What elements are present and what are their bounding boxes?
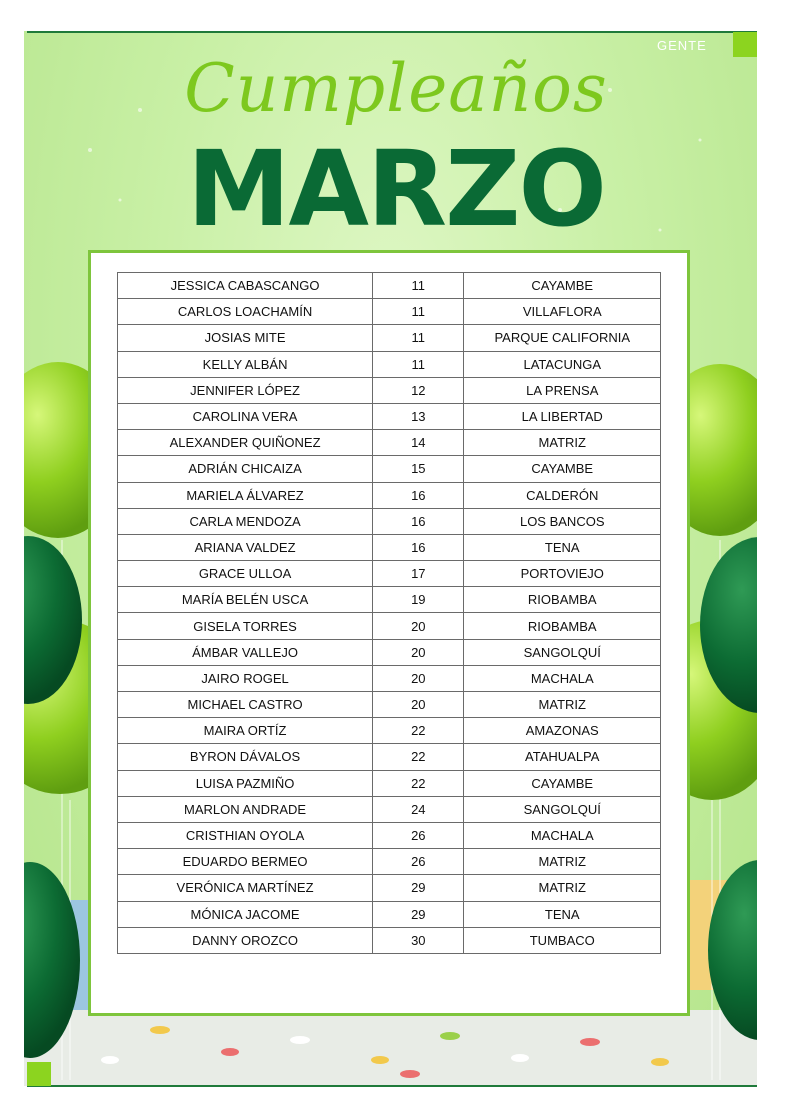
name-cell: GRACE ULLOA [118,561,373,587]
city-cell: MACHALA [464,665,661,691]
table-row [118,613,661,639]
table-row [118,796,661,822]
day-cell: 22 [373,770,464,796]
day-cell: 16 [373,508,464,534]
city-cell: RIOBAMBA [464,587,661,613]
name-cell: ALEXANDER QUIÑONEZ [118,430,373,456]
day-cell: 24 [373,796,464,822]
table-row [118,639,661,665]
name-cell: DANNY OROZCO [118,927,373,953]
name-cell: MAIRA ORTÍZ [118,718,373,744]
city-cell: CAYAMBE [464,456,661,482]
table-row [118,377,661,403]
table-row [118,587,661,613]
name-cell: LUISA PAZMIÑO [118,770,373,796]
table-row [118,534,661,560]
day-cell: 13 [373,403,464,429]
name-cell: CARLOS LOACHAMÍN [118,299,373,325]
city-cell: CALDERÓN [464,482,661,508]
day-cell: 19 [373,587,464,613]
city-cell: MATRIZ [464,875,661,901]
table-row [118,561,661,587]
table-row [118,901,661,927]
table-row [118,692,661,718]
day-cell: 14 [373,430,464,456]
city-cell: PARQUE CALIFORNIA [464,325,661,351]
table-row [118,875,661,901]
city-cell: CAYAMBE [464,273,661,299]
city-cell: LA PRENSA [464,377,661,403]
day-cell: 20 [373,639,464,665]
city-cell: ATAHUALPA [464,744,661,770]
city-cell: PORTOVIEJO [464,561,661,587]
city-cell: MATRIZ [464,430,661,456]
table-row [118,849,661,875]
table-row [118,927,661,953]
bottom-rule [27,1085,757,1087]
day-cell: 22 [373,744,464,770]
name-cell: JESSICA CABASCANGO [118,273,373,299]
day-cell: 16 [373,534,464,560]
name-cell: JAIRO ROGEL [118,665,373,691]
name-cell: JOSIAS MITE [118,325,373,351]
table-row [118,273,661,299]
birthday-table [117,272,661,954]
city-cell: SANGOLQUÍ [464,639,661,665]
table-row [118,299,661,325]
city-cell: MACHALA [464,822,661,848]
name-cell: MARLON ANDRADE [118,796,373,822]
name-cell: CAROLINA VERA [118,403,373,429]
day-cell: 12 [373,377,464,403]
city-cell: LA LIBERTAD [464,403,661,429]
table-row [118,482,661,508]
day-cell: 11 [373,273,464,299]
name-cell: EDUARDO BERMEO [118,849,373,875]
city-cell: TENA [464,534,661,560]
day-cell: 20 [373,665,464,691]
city-cell: TUMBACO [464,927,661,953]
day-cell: 20 [373,692,464,718]
table-row [118,325,661,351]
name-cell: GISELA TORRES [118,613,373,639]
city-cell: VILLAFLORA [464,299,661,325]
name-cell: JENNIFER LÓPEZ [118,377,373,403]
table-row [118,822,661,848]
table-row [118,718,661,744]
name-cell: CRISTHIAN OYOLA [118,822,373,848]
day-cell: 11 [373,351,464,377]
day-cell: 29 [373,875,464,901]
name-cell: CARLA MENDOZA [118,508,373,534]
table-row [118,770,661,796]
day-cell: 11 [373,325,464,351]
day-cell: 22 [373,718,464,744]
day-cell: 16 [373,482,464,508]
table-row [118,508,661,534]
table-row [118,665,661,691]
day-cell: 11 [373,299,464,325]
name-cell: ÁMBAR VALLEJO [118,639,373,665]
name-cell: MICHAEL CASTRO [118,692,373,718]
title-script: Cumpleaños [184,50,608,127]
top-rule [27,31,757,33]
day-cell: 29 [373,901,464,927]
city-cell: MATRIZ [464,692,661,718]
table-row [118,351,661,377]
city-cell: RIOBAMBA [464,613,661,639]
name-cell: MÓNICA JACOME [118,901,373,927]
city-cell: AMAZONAS [464,718,661,744]
day-cell: 17 [373,561,464,587]
day-cell: 30 [373,927,464,953]
name-cell: KELLY ALBÁN [118,351,373,377]
day-cell: 26 [373,849,464,875]
table-row [118,744,661,770]
city-cell: MATRIZ [464,849,661,875]
name-cell: BYRON DÁVALOS [118,744,373,770]
day-cell: 15 [373,456,464,482]
corner-accent-bottom [27,1062,51,1086]
name-cell: ARIANA VALDEZ [118,534,373,560]
table-row [118,456,661,482]
day-cell: 26 [373,822,464,848]
day-cell: 20 [373,613,464,639]
name-cell: MARIELA ÁLVAREZ [118,482,373,508]
name-cell: MARÍA BELÉN USCA [118,587,373,613]
city-cell: LOS BANCOS [464,508,661,534]
name-cell: VERÓNICA MARTÍNEZ [118,875,373,901]
city-cell: SANGOLQUÍ [464,796,661,822]
name-cell: ADRIÁN CHICAIZA [118,456,373,482]
table-row [118,403,661,429]
city-cell: TENA [464,901,661,927]
title-month: MARZO [187,128,605,250]
city-cell: CAYAMBE [464,770,661,796]
city-cell: LATACUNGA [464,351,661,377]
section-label: GENTE [657,38,707,53]
table-row [118,430,661,456]
